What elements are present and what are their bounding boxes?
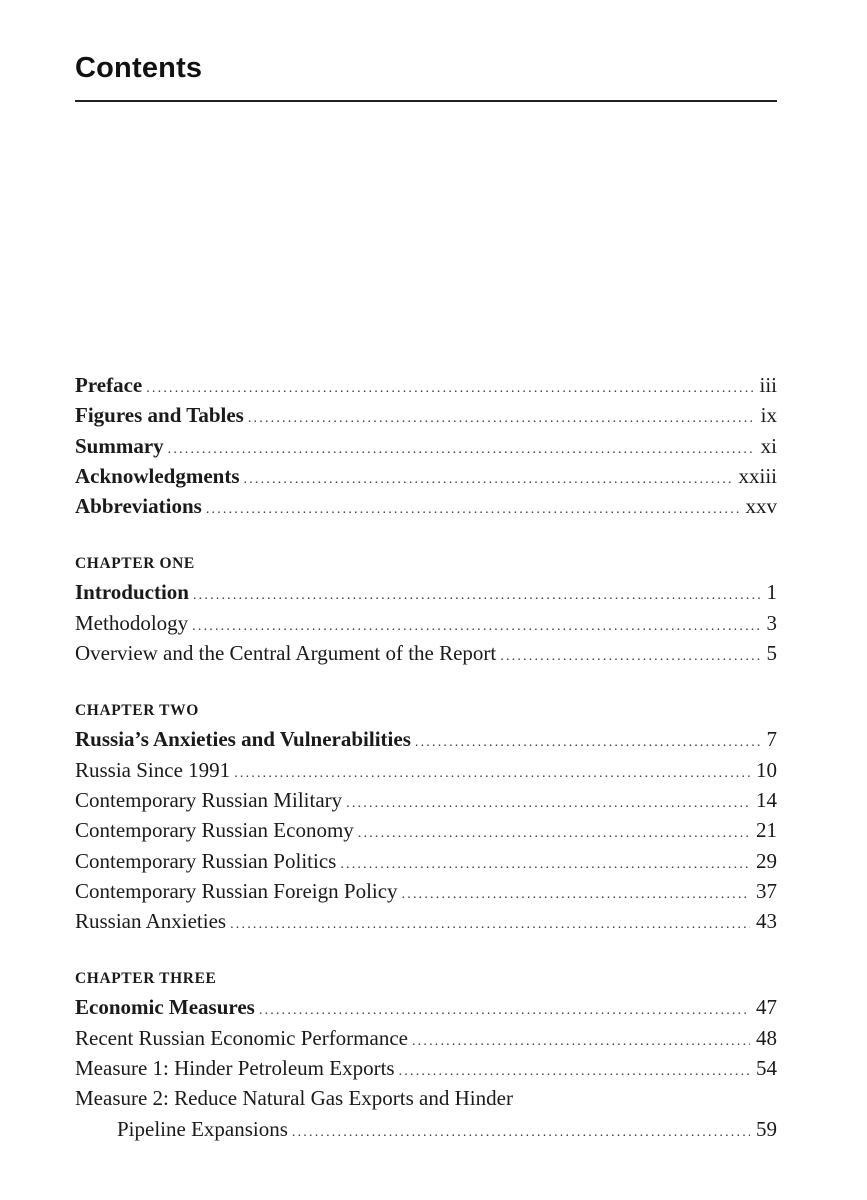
dot-leader <box>402 880 750 910</box>
dot-leader <box>340 850 750 880</box>
dot-leader <box>244 465 733 495</box>
toc-entry-measure-1[interactable] <box>75 1053 777 1083</box>
toc-entry-label-continuation: Pipeline Expansions <box>117 1116 288 1141</box>
toc-entry-label: Recent Russian Economic Performance <box>75 1025 408 1050</box>
dot-leader <box>412 1027 750 1057</box>
toc-entry-label: Summary <box>75 433 164 458</box>
toc-entry-page: ix <box>760 403 777 428</box>
toc-entry-label: Measure 2: Reduce Natural Gas Exports and Hinder <box>75 1086 513 1111</box>
toc-entry-russian-military[interactable] <box>75 785 777 815</box>
toc-entry-label: Abbreviations <box>75 494 202 519</box>
dot-leader <box>292 1118 750 1148</box>
toc-entry-label: Measure 1: Hinder Petroleum Exports <box>75 1056 395 1081</box>
toc-entry-label: Contemporary Russian Politics <box>75 848 337 873</box>
toc-entry-page: 59 <box>756 1116 777 1141</box>
toc-entry-label: Contemporary Russian Economy <box>75 818 354 843</box>
toc-entry-page: 7 <box>766 727 777 752</box>
toc-entry-label: Russia’s Anxieties and Vulnerabilities <box>75 727 411 752</box>
front-matter <box>75 370 777 521</box>
toc-entry-abbreviations[interactable] <box>75 491 777 521</box>
toc-entry-page: xxiii <box>738 463 777 488</box>
title-rule <box>75 100 777 102</box>
dot-leader <box>346 789 750 819</box>
toc-entry-acknowledgments[interactable] <box>75 461 777 491</box>
toc-entry-page: 37 <box>756 878 777 903</box>
toc-entry-page: xxv <box>745 494 777 519</box>
toc-entry-page: 21 <box>756 818 777 843</box>
toc-entry-label: Contemporary Russian Military <box>75 787 343 812</box>
toc-entry-label: Introduction <box>75 580 189 605</box>
toc-entry-overview[interactable] <box>75 638 777 668</box>
toc-entry-label: Economic Measures <box>75 995 255 1020</box>
dot-leader <box>206 495 740 525</box>
chapter-two <box>75 698 777 936</box>
toc-entry-summary[interactable] <box>75 431 777 461</box>
toc-entry-russian-foreign-policy[interactable] <box>75 876 777 906</box>
toc-entry-methodology[interactable] <box>75 608 777 638</box>
chapter-label: CHAPTER THREE <box>75 970 217 988</box>
toc-entry-label: Russian Anxieties <box>75 909 227 934</box>
toc-entry-introduction[interactable] <box>75 577 777 607</box>
toc-entry-page: 3 <box>766 610 777 635</box>
toc-entry-russias-anxieties[interactable] <box>75 724 777 754</box>
dot-leader <box>500 642 760 672</box>
toc-entry-label: Overview and the Central Argument of the Report <box>75 641 497 666</box>
toc-entry-economic-measures[interactable] <box>75 992 777 1022</box>
dot-leader <box>193 581 761 611</box>
dot-leader <box>358 819 750 849</box>
toc-entry-page: 10 <box>756 757 777 782</box>
chapter-three <box>75 966 777 1143</box>
toc-entry-page: 14 <box>756 787 777 812</box>
toc-entry-russian-anxieties[interactable] <box>75 906 777 936</box>
chapter-one <box>75 551 777 668</box>
dot-leader <box>248 404 755 434</box>
toc-entry-page: 43 <box>756 909 777 934</box>
toc-entry-label: Preface <box>75 373 143 397</box>
toc-entry-label: Methodology <box>75 610 189 635</box>
chapter-label: CHAPTER TWO <box>75 702 199 720</box>
toc-entry-figures-and-tables[interactable] <box>75 400 777 430</box>
toc-entry-page: xi <box>760 433 777 458</box>
toc-entry-label: Acknowledgments <box>75 463 240 488</box>
toc-entry-russia-since-1991[interactable] <box>75 755 777 785</box>
toc-entry-russian-economy[interactable] <box>75 815 777 845</box>
toc-entry-russian-politics[interactable] <box>75 846 777 876</box>
toc-entry-page: 48 <box>756 1025 777 1050</box>
toc-entry-economic-performance[interactable] <box>75 1023 777 1053</box>
dot-leader <box>168 435 755 465</box>
toc-entry-measure-2[interactable] <box>75 1083 777 1144</box>
toc-entry-label: Contemporary Russian Foreign Policy <box>75 878 398 903</box>
dot-leader <box>230 910 750 940</box>
toc-entry-page: 54 <box>756 1056 777 1081</box>
toc-entry-continuation <box>75 1114 777 1144</box>
toc-entry-preface[interactable] <box>75 370 777 400</box>
toc-entry-page: 29 <box>756 848 777 873</box>
dot-leader <box>415 728 761 758</box>
chapter-label: CHAPTER ONE <box>75 555 195 573</box>
page-title: Contents <box>75 52 203 84</box>
toc-entry-page: 5 <box>766 641 777 666</box>
toc-entry-label: Figures and Tables <box>75 403 244 428</box>
table-of-contents <box>75 370 777 1144</box>
toc-entry-page: iii <box>759 373 777 397</box>
toc-entry-page: 1 <box>766 580 777 605</box>
toc-entry-label: Russia Since 1991 <box>75 757 231 782</box>
toc-entry-page: 47 <box>756 995 777 1020</box>
